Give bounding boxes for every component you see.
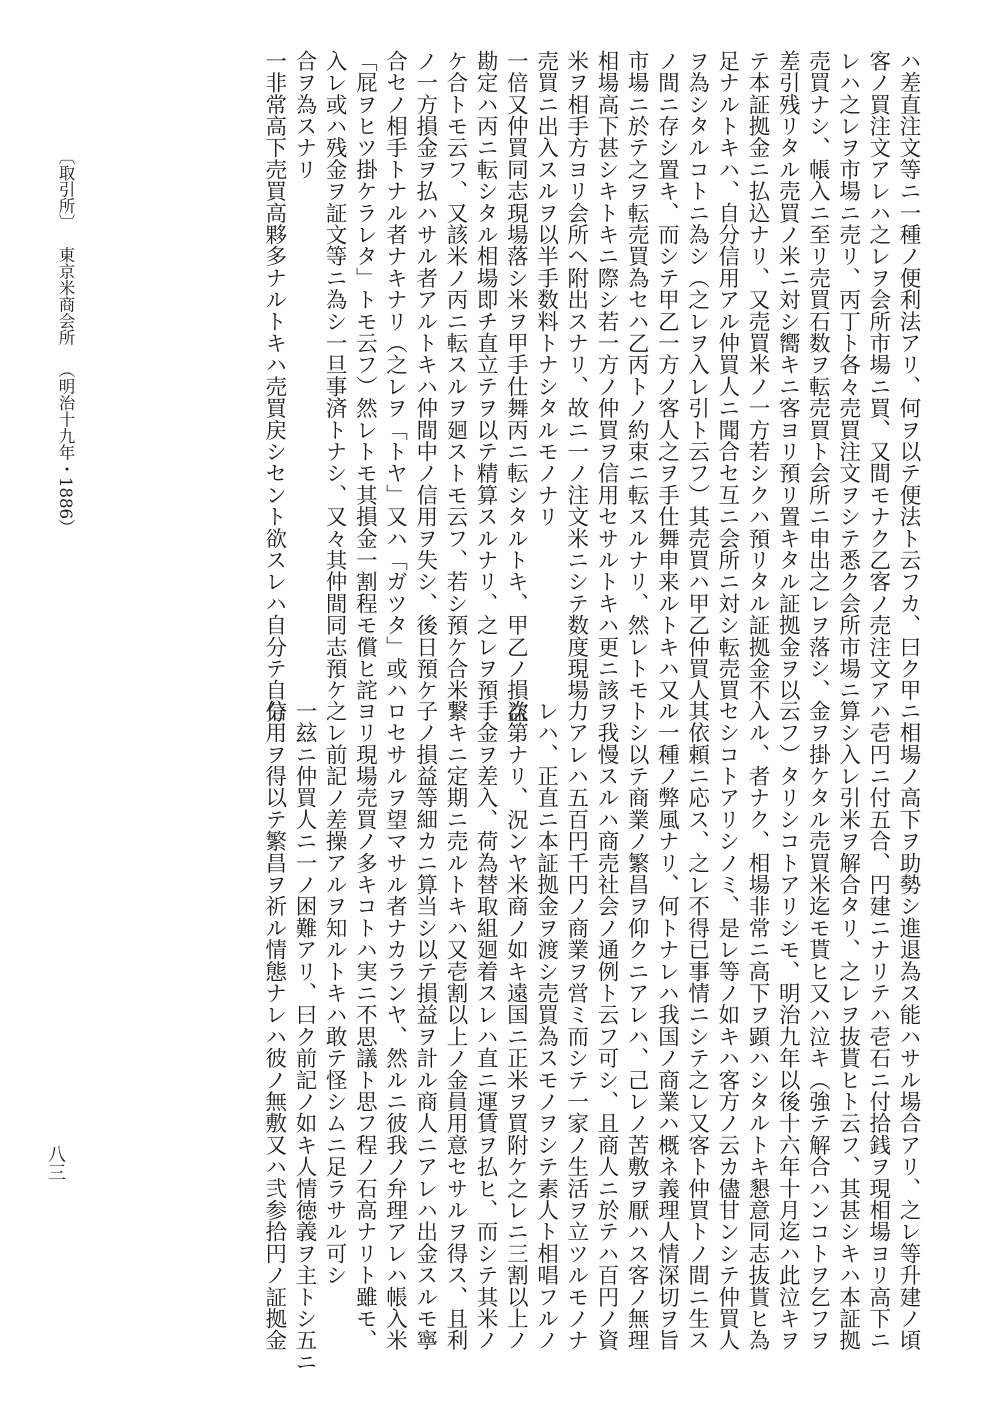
text-column: 市場ニ於テ之ヲ転売買為セハ乙丙トノ約束ニ転スルナリ、然レトモ [624, 50, 650, 701]
text-column: ヲ我慢スルハ商売社会ノ通例ト云フ可シ、且商人ニ於テハ百円ノ資 [593, 700, 619, 1352]
text-column: 次第ナリ、況ンヤ米商ノ如キ遠国ニ正米ヲ買附ケ之レニ三割以上ノ [503, 700, 529, 1351]
text-column: テ本証拠金ニ払込ナリ、又売買米ノ一方若シクハ預リタル証拠金不 [744, 50, 770, 701]
text-column: 入ル、者ナク、相場非常ニ高下ヲ顕ハシタルトキ懇意同志抜貰ヒ為 [744, 700, 770, 1351]
text-column: トシ以テ商業ノ繁昌ヲ仰クニアレハ、己レノ苦敷ヲ厭ハス客ノ無理 [624, 700, 650, 1351]
text-column: ヲ為シタルコトニ為シ（之レヲ入レ引ト云フ）其売買ハ甲乙仲買人 [684, 50, 710, 701]
text-column: 勘定ハ丙ニ転シタル相場即チ直立テヲ以テ精算スルナリ、之レヲ預 [473, 50, 499, 701]
text-column: 米ヲ相手方ヨリ会所ヘ附出スナリ、故ニ一ノ注文米ニシテ数度現場 [563, 50, 589, 701]
text-column: ロセサルヲ望マサル者ナカランヤ、然ルニ彼我ノ弁理アレハ帳入米 [382, 700, 408, 1351]
upper-text-block [259, 50, 923, 723]
text-column: ル一種ノ弊風ナリ、何トナレハ我国ノ商業ハ概ネ義理人情深切ヲ旨 [654, 700, 680, 1351]
text-column: ハ壱円ニ付五合、円建ニナリテハ壱石ニ付拾銭ヲ現相場ヨリ高下ニ [865, 700, 891, 1351]
text-column: ケ合トモ云フ、又該米ノ丙ニ転スルヲ廻ストモ云フ、若シ預ケ合米 [442, 50, 468, 701]
text-column: 入レ或ハ残金ヲ証文等ニ為シ一旦事済トナシ、又々其仲間同志預ケ [322, 50, 348, 701]
text-column: 差引残リタル売買ノ米ニ対シ嚮キニ客ヨリ預リ置キタル証拠金ヲ以 [775, 50, 801, 701]
text-column: 合ヲ為スナリ [291, 50, 317, 181]
text-column: 足ナルトキハ、自分信用アル仲買人ニ聞合セ互ニ会所ニ対シ転売買 [714, 50, 740, 701]
text-column: ニ相場ノ高下ヲ助勢シ進退為ス能ハサル場合アリ、之レ等升建ノ頃 [896, 700, 921, 1351]
text-column: 信用ヲ得以テ繁昌ヲ祈ル情態ナレハ彼ノ無敷又ハ弐参拾円ノ証拠金 [261, 700, 287, 1351]
source-org: 東京米商会所 [56, 246, 75, 346]
text-column: 金ヲ掛ケタル売買米迄モ貰ヒ又ハ泣キ（強テ解合ハンコトヲ乞フヲ [805, 700, 831, 1351]
text-column: 相場高下甚シキトキニ際シ若一方ノ仲買ヲ信用セサルトキハ更ニ該 [593, 50, 619, 701]
text-column: 云フ）タリシコトアリシモ、明治九年以後十六年十月迄ハ此泣キヲ [775, 700, 801, 1351]
page-number: 八三 [45, 1145, 66, 1181]
text-column: ノ一方損金ヲ払ハサル者アルトキハ仲間中ノ信用ヲ失シ、後日預ケ [412, 50, 438, 701]
lower-text-block [259, 700, 923, 1373]
text-column: 合セノ相手トナル者ナキナリ（之レヲ「トヤ」又ハ「ガツタ」或ハ [382, 50, 408, 701]
text-column: 一倍又仲買同志現場落シ米ヲ甲手仕舞丙ニ転シタルトキ、甲乙ノ損益 [503, 50, 529, 723]
text-column: 一非常高下売買高夥多ナルトキハ売買戻シセント欲スレハ自分テ自分 [261, 50, 287, 723]
text-column: 之レ前記ノ差操アルヲ知ルトキハ敢テ怪シムニ足ラサル可シ [322, 700, 348, 1286]
text-column: レハ之レヲ市場ニ売リ、丙丁ト各々売買注文ヲシテ悉ク会所市場ニ [835, 50, 861, 701]
source-label: 〔取引所〕 [56, 148, 75, 231]
text-column: 力アレハ五百円千円ノ商業ヲ営ミ而シテ一家ノ生活ヲ立ツルモノナ [563, 700, 589, 1351]
text-column: 一玆ニ仲買人ニ一ノ困難アリ、曰ク前記ノ如キ人情徳義ヲ主トシ五ニ [291, 700, 317, 1373]
text-column: レハ、正直ニ本証拠金ヲ渡シ売買為スモノヲシテ素人ト相唱フルノ [533, 700, 559, 1351]
text-column: 手金ヲ差入、荷為替取組廻着スレハ直ニ運賃ヲ払ヒ、而シテ其米ノ [473, 700, 499, 1351]
text-column: ヨリ現場売買ノ多キコトハ実ニ不思議ト思フ程ノ石高ナリト雖モ、 [352, 700, 378, 1351]
text-column: ノ間ニ存シ置キ、而シテ甲乙一方ノ客人之ヲ手仕舞申来ルトキハ又 [654, 50, 680, 701]
text-column: 其依頼ニ応ス、之レ不得已事情ニシテ之レ又客ト仲買トノ間ニ生ス [684, 700, 710, 1351]
text-column: セシコトアリシノミ、是レ等ノ如キハ客方ノ云カ儘甘ンシテ仲買人 [714, 700, 740, 1351]
text-column: 売買ニ出入スルヲ以半手数料トナシタルモノナリ [533, 50, 559, 528]
text-column: ハ差直注文等ニ一種ノ便利法アリ、何ヲ以テ便法ト云フカ、曰ク甲 [896, 50, 921, 701]
text-column: 「屁ヲヒツ掛ケラレタ」トモ云フ）然レトモ其損金一割程モ償ヒ詫 [352, 50, 378, 701]
text-column: 客ノ買注文アレハ之レヲ会所市場ニ買、又間モナク乙客ノ売注文ア [865, 50, 891, 701]
text-column: 算シ入レ引米ヲ解合タリ、之レヲ抜貰ヒト云フ、其甚シキハ本証拠 [835, 700, 861, 1351]
text-column: 子ノ損益等細カニ算当シ以テ損益ヲ計ル商人ニアレハ出金スルモ寧 [412, 700, 438, 1351]
source-date: （明治十九年・1886） [56, 361, 75, 536]
text-column: 売買ナシ、帳入ニ至リ売買石数ヲ転売買ト会所ニ申出之レヲ落シ、 [805, 50, 831, 701]
text-column: 繋キニ定期ニ売ルトキハ又壱割以上ノ金員用意セサルヲ得ス、且利 [442, 700, 468, 1351]
source-citation [53, 148, 77, 648]
